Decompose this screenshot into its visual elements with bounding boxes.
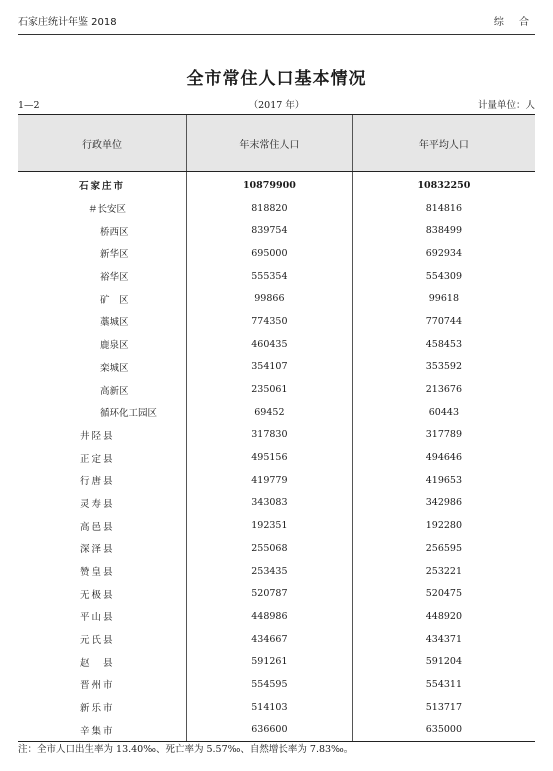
average-population-cell: 448920 xyxy=(352,605,535,628)
average-population-cell: 591204 xyxy=(352,650,535,673)
row-unit-name xyxy=(18,696,187,719)
year-end-population-cell: 554595 xyxy=(187,673,353,696)
average-population-cell: 192280 xyxy=(352,514,535,537)
table-row xyxy=(18,537,535,560)
row-unit-name xyxy=(18,537,187,560)
average-population-cell: 635000 xyxy=(352,719,535,742)
table-row xyxy=(18,172,535,197)
row-unit-name xyxy=(18,469,187,492)
row-unit-name xyxy=(18,242,187,265)
average-population-cell: 353592 xyxy=(352,356,535,379)
average-population-cell: 554309 xyxy=(352,265,535,288)
year-end-population-cell: 591261 xyxy=(187,650,353,673)
average-population-cell: 213676 xyxy=(352,378,535,401)
average-population-cell: 253221 xyxy=(352,560,535,583)
table-meta xyxy=(18,99,535,113)
unit-name-text: 灵寿县 xyxy=(80,498,115,510)
year-end-population-cell: 636600 xyxy=(187,719,353,742)
row-unit-name xyxy=(18,219,187,242)
row-unit-name xyxy=(18,197,187,220)
average-population-cell: 520475 xyxy=(352,582,535,605)
table-row xyxy=(18,333,535,356)
table-row xyxy=(18,219,535,242)
year-end-population-cell: 354107 xyxy=(187,356,353,379)
row-unit-name xyxy=(18,172,187,197)
row-unit-name xyxy=(18,492,187,515)
year-end-population-cell: 10879900 xyxy=(187,172,353,197)
unit-name-text: 鹿泉区 xyxy=(100,340,129,352)
unit-name-text: 循环化工园区 xyxy=(100,408,158,420)
table-row xyxy=(18,265,535,288)
unit-name-text: 高新区 xyxy=(100,385,129,397)
average-population-cell: 434371 xyxy=(352,628,535,651)
average-population-cell: 317789 xyxy=(352,424,535,447)
average-population-cell: 770744 xyxy=(352,310,535,333)
row-unit-name xyxy=(18,333,187,356)
year-end-population-cell: 514103 xyxy=(187,696,353,719)
unit-name-text: 石家庄市 xyxy=(78,181,125,193)
year-end-population-cell: 99866 xyxy=(187,287,353,310)
year-end-population-cell: 253435 xyxy=(187,560,353,583)
table-row xyxy=(18,560,535,583)
unit-name-text: 矿 区 xyxy=(100,294,129,306)
average-population-cell: 342986 xyxy=(352,492,535,515)
year-end-population-cell: 448986 xyxy=(187,605,353,628)
table-row xyxy=(18,197,535,220)
year-end-population-cell: 495156 xyxy=(187,446,353,469)
column-header-admin-unit: 行政单位 xyxy=(18,115,187,172)
column-header-year-end-population: 年末常住人口 xyxy=(187,115,353,172)
table-title: 全市常住人口基本情况 xyxy=(186,69,367,89)
unit-name-text: 赞皇县 xyxy=(80,567,115,579)
unit-name-text: 新乐市 xyxy=(80,703,115,715)
year-end-population-cell: 434667 xyxy=(187,628,353,651)
table-row xyxy=(18,605,535,628)
year-end-population-cell: 818820 xyxy=(187,197,353,220)
unit-name-text: 藁城区 xyxy=(100,317,129,329)
table-year: （2017 年） xyxy=(248,100,305,111)
table-row xyxy=(18,673,535,696)
table-row xyxy=(18,650,535,673)
yearbook-name: 石家庄统计年鉴 2018 xyxy=(18,17,117,28)
row-unit-name xyxy=(18,514,187,537)
table-row xyxy=(18,696,535,719)
column-header-average-population: 年平均人口 xyxy=(352,115,535,172)
row-unit-name xyxy=(18,582,187,605)
unit-name-text: 正定县 xyxy=(80,453,115,465)
table-body xyxy=(18,172,535,742)
unit-name-text: 无极县 xyxy=(80,589,115,601)
measurement-unit: 计量单位：人 xyxy=(477,100,535,111)
table-row xyxy=(18,356,535,379)
row-unit-name xyxy=(18,310,187,333)
table-row xyxy=(18,514,535,537)
average-population-cell: 99618 xyxy=(352,287,535,310)
average-population-cell: 10832250 xyxy=(352,172,535,197)
table-row xyxy=(18,469,535,492)
row-unit-name xyxy=(18,673,187,696)
unit-name-text: 元氏县 xyxy=(80,635,115,647)
year-end-population-cell: 255068 xyxy=(187,537,353,560)
table-row xyxy=(18,492,535,515)
average-population-cell: 60443 xyxy=(352,401,535,424)
unit-name-text: 栾城区 xyxy=(100,362,129,374)
table-row xyxy=(18,242,535,265)
table-header-row xyxy=(18,115,535,172)
table-row xyxy=(18,582,535,605)
average-population-cell: 554311 xyxy=(352,673,535,696)
year-end-population-cell: 419779 xyxy=(187,469,353,492)
row-unit-name xyxy=(18,605,187,628)
table-row xyxy=(18,378,535,401)
average-population-cell: 513717 xyxy=(352,696,535,719)
year-end-population-cell: 774350 xyxy=(187,310,353,333)
unit-name-text: 裕华区 xyxy=(100,272,129,284)
unit-name-text: 行唐县 xyxy=(80,476,115,488)
running-head xyxy=(18,14,535,32)
year-end-population-cell: 520787 xyxy=(187,582,353,605)
table-row xyxy=(18,310,535,333)
table-row xyxy=(18,424,535,447)
row-unit-name xyxy=(18,628,187,651)
unit-name-text: 辛集市 xyxy=(80,725,115,737)
average-population-cell: 256595 xyxy=(352,537,535,560)
year-end-population-cell: 695000 xyxy=(187,242,353,265)
footnote: 注：全市人口出生率为 13.40‰、死亡率为 5.57‰、自然增长率为 7.83‰。 xyxy=(18,744,354,755)
unit-name-text: 井陉县 xyxy=(80,430,115,442)
year-end-population-cell: 317830 xyxy=(187,424,353,447)
row-unit-name xyxy=(18,424,187,447)
unit-name-text: 新华区 xyxy=(100,249,129,261)
year-end-population-cell: 235061 xyxy=(187,378,353,401)
row-unit-name xyxy=(18,265,187,288)
table-row xyxy=(18,401,535,424)
unit-name-text: 平山县 xyxy=(80,612,115,624)
table-row xyxy=(18,719,535,742)
unit-name-text: ＃长安区 xyxy=(88,204,127,216)
year-end-population-cell: 343083 xyxy=(187,492,353,515)
unit-name-text: 赵 县 xyxy=(80,657,115,669)
unit-name-text: 高邑县 xyxy=(80,521,115,533)
row-unit-name xyxy=(18,378,187,401)
table-number: 1—2 xyxy=(18,100,40,111)
table-row xyxy=(18,446,535,469)
average-population-cell: 419653 xyxy=(352,469,535,492)
average-population-cell: 692934 xyxy=(352,242,535,265)
unit-name-text: 晋州市 xyxy=(80,680,115,692)
unit-name-text: 深泽县 xyxy=(80,544,115,556)
row-unit-name xyxy=(18,401,187,424)
unit-name-text: 桥西区 xyxy=(100,226,129,238)
year-end-population-cell: 460435 xyxy=(187,333,353,356)
row-unit-name xyxy=(18,356,187,379)
section-name: 综 合 xyxy=(493,17,535,28)
average-population-cell: 494646 xyxy=(352,446,535,469)
header-rule xyxy=(18,34,535,35)
population-table xyxy=(18,114,535,742)
average-population-cell: 814816 xyxy=(352,197,535,220)
average-population-cell: 838499 xyxy=(352,219,535,242)
year-end-population-cell: 555354 xyxy=(187,265,353,288)
row-unit-name xyxy=(18,719,187,742)
row-unit-name xyxy=(18,560,187,583)
row-unit-name xyxy=(18,446,187,469)
year-end-population-cell: 839754 xyxy=(187,219,353,242)
table-row xyxy=(18,287,535,310)
row-unit-name xyxy=(18,287,187,310)
table-row xyxy=(18,628,535,651)
row-unit-name xyxy=(18,650,187,673)
year-end-population-cell: 69452 xyxy=(187,401,353,424)
year-end-population-cell: 192351 xyxy=(187,514,353,537)
average-population-cell: 458453 xyxy=(352,333,535,356)
